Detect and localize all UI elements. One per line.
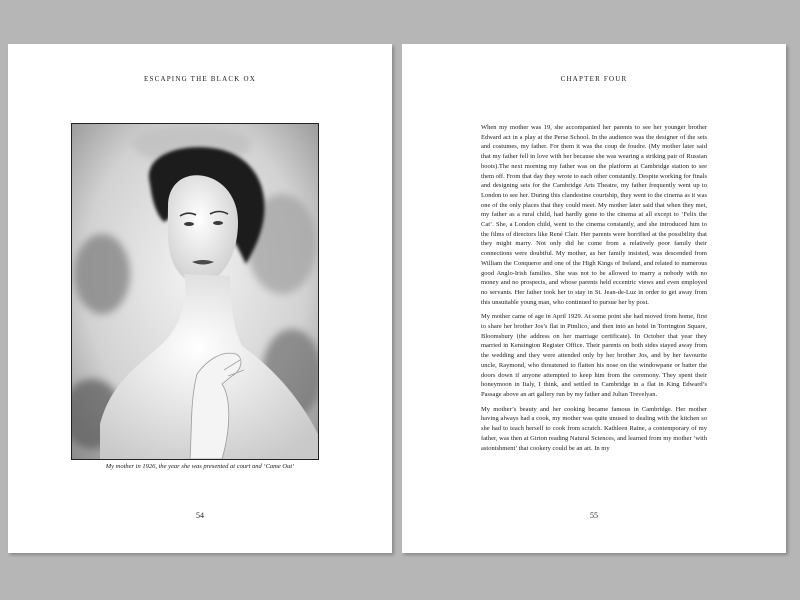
right-page (402, 44, 786, 553)
running-head-right: CHAPTER FOUR (560, 75, 628, 83)
paragraph: When my mother was 19, she accompanied her parents to see her younger brother Edward act in a play at the Perse School. In the audience was the designer of the sets and costumes, my father. For them it was the coup de foudre. (My mother later said that my father fell in love with her because she was wearing a striking pair of Russian boots).The next morning my father was on the platform at Cambridge station to see them off. From that day they wrote to each other constantly. Despite working for finals and designing sets for the Cambridge Arts Theatre, my father frequently went up to London to see her. During this clandestine courtship, they went to the cinema as it was one of the only places that they could meet. My mother later said that when they met, my father as a rural child, had hardly gone to the cinema at all except to ‘Felix the Cat’. She, a London child, went to the cinema constantly, and she introduced him to the films of directors like René Clair. Her parents were horrified at the possibility that they might marry. Not only did he come from a relatively poor family their connections were doubtful. My mother, as her family insisted, was descended from William the Conqueror and one of the High Kings of Ireland, and related to numerous good Anglo-Irish families. She was not to be allowed to marry a nobody with no money and no prospects, and whose parents held eccentric views and even employed no servants. Her father took her to stay in St. Jean-de-Luz in order to get away from this unsuitable young man, who continued to pursue her by post. (481, 124, 707, 306)
body-text (481, 123, 707, 458)
paragraph: My mother’s beauty and her cooking became famous in Cambridge. Her mother having always had a cook, my mother was quite unused to dealing with the kitchen so she had to teach herself to cook from scratch. Kathleen Raine, a contemporary of my father, was then at Girton reading Natural Sciences, and learned from my mother ‘with astonishment’ that cookery could be an art. In my (481, 405, 707, 452)
page-number-right: 55 (590, 511, 598, 520)
portrait-photo (71, 123, 319, 460)
portrait-photo-image (72, 124, 318, 459)
photo-caption: My mother in 1926, the year she was presented at court and ‘Came Out’ (105, 463, 295, 470)
paragraph: My mother came of age in April 1929. At some point she had moved from home, first to share her brother Jos’s flat in Pimlico, and then into an hotel in Torrington Square, Bloomsbury (the address on her marriage certificate). In October that year they married in Kensington Register Office. Their parents on both sides stayed away from the wedding and they were attended only by her brother Jos, and by her favourite uncle, Raymond, who threatened to flatten his nose on the windowpane or batter the doors down if anyone attempted to keep him from the ceremony. They spent their honeymoon in Italy, I think, and settled in Cambridge in a flat in King Edward’s Passage above an art gallery run by my father and Julian Trevelyan. (481, 313, 707, 398)
running-head-left: ESCAPING THE BLACK OX (144, 75, 256, 83)
left-page (8, 44, 392, 553)
page-number-left: 54 (196, 511, 204, 520)
